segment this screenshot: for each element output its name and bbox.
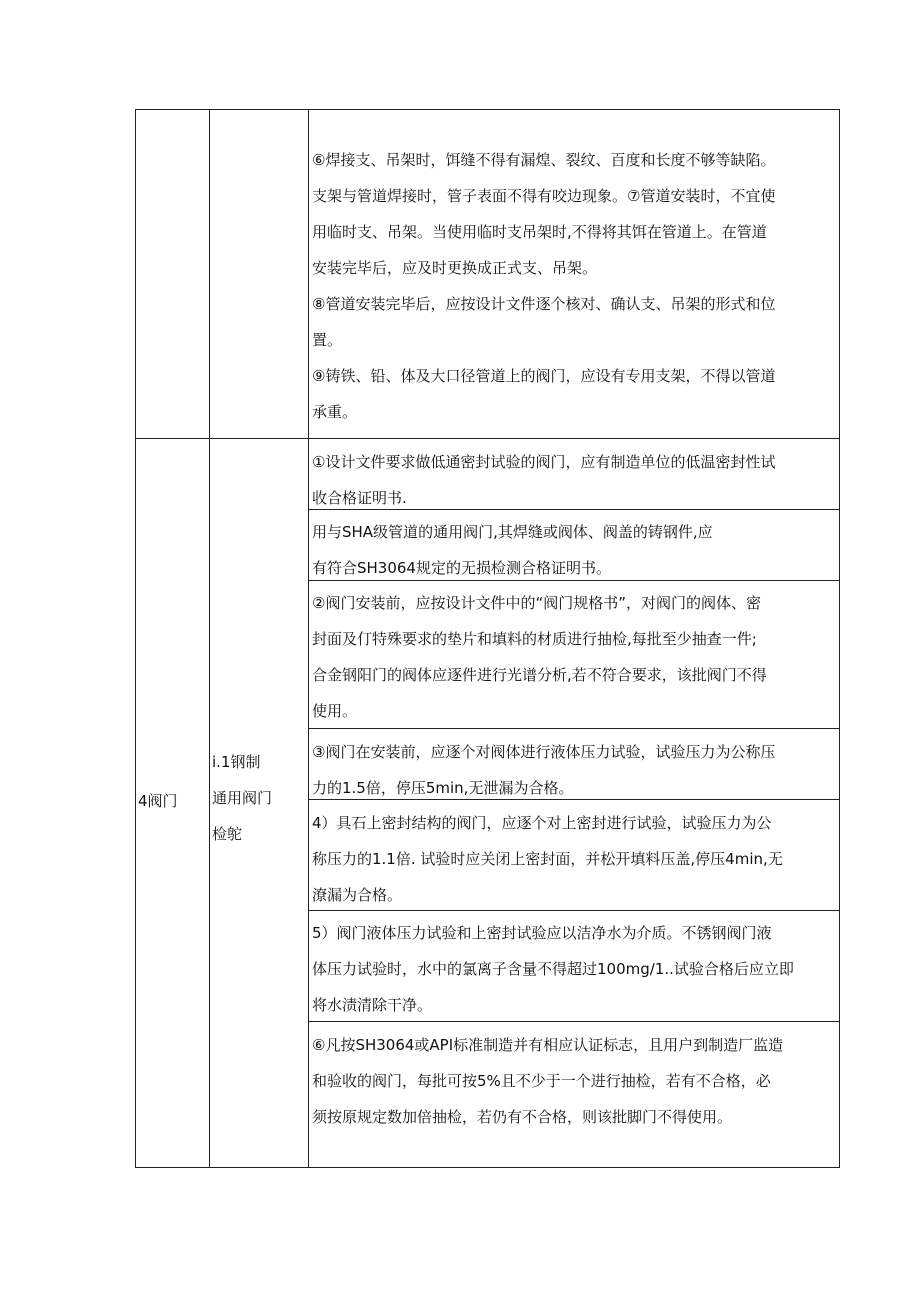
text-line: 检鸵 xyxy=(212,825,243,843)
support-requirements-cell xyxy=(312,142,835,430)
text-line: 体压力试验时，水中的氯离子含量不得超过100mg∕1..试验合格后应立即 xyxy=(312,960,794,978)
text-line: ⑨铸铁、铅、体及大口径管道上的阀门，应设有专用支架，不得以管道 xyxy=(312,367,776,385)
text-line: 封面及仃特殊要求的垫片和填料的材质进行抽检,每批至少抽查一件; xyxy=(312,630,757,648)
text-line: 潦漏为合格。 xyxy=(312,886,403,904)
text-line: ②阀门安装前，应按设计文件中的“阀门规格书”，对阀门的阀体、密 xyxy=(312,594,761,612)
text-line: 用临时支、吊架。当使用临时支吊架时,不得将其饵在管道上。在管道 xyxy=(312,223,767,241)
text-line: i.1钢制 xyxy=(212,753,261,771)
text-line: ⑥焊接支、吊架时，饵缝不得有漏煌、裂纹、百度和长度不够等缺陷。 xyxy=(312,151,776,169)
category-label: 4阀门 xyxy=(138,792,178,810)
text-line: 通用阀门 xyxy=(212,789,273,807)
text-line: ⑧管道安装完毕后，应按设计文件逐个核对、确认支、吊架的形式和位 xyxy=(312,295,776,313)
text-line: 收合格证明书. xyxy=(312,489,407,507)
text-line: 合金钢阳门的阀体应逐件进行光谱分析,若不符合要求，该批阀门不得 xyxy=(312,666,767,684)
text-line: 支架与管道焊接时，管子表面不得有咬边现象。⑦管道安装时，不宜使 xyxy=(312,187,776,205)
text-line: 用与SHA级管道的通用阀门,其焊缝或阀体、阀盖的铸钢件,应 xyxy=(312,523,713,541)
text-line: 须按原规定数加倍抽检，若仍有不合格，则该批脚门不得使用。 xyxy=(312,1108,733,1126)
text-line: 称压力的1.1倍. 试验时应关闭上密封面，并松开填料压盖,停压4min,无 xyxy=(312,850,783,868)
valve-item-1 xyxy=(312,444,835,516)
text-line: 有符合SH3064规定的无损检测合格证明书。 xyxy=(312,559,611,577)
text-line: ①设计文件要求做低通密封试验的阀门，应有制造单位的低温密封性试 xyxy=(312,453,776,471)
valve-item-4 xyxy=(312,734,835,806)
text-line: 将水渍清除干净。 xyxy=(312,996,433,1014)
valve-spec-table xyxy=(135,109,840,1168)
text-line: 使用。 xyxy=(312,702,358,720)
text-line: 安装完毕后，应及时更换成正式支、吊架。 xyxy=(312,259,598,277)
text-line: ⑥凡按SH3064或API标准制造并有相应认证标志，且用户到制造厂监造 xyxy=(312,1036,784,1054)
text-line: ③阀门在安装前，应逐个对阀体进行液体压力试验，试验压力为公称压 xyxy=(312,743,776,761)
valve-item-5 xyxy=(312,805,835,913)
text-line: 力的1.5倍，停压5min,无泄漏为合格。 xyxy=(312,779,574,797)
text-line: 和验收的阀门，每批可按5%且不少于一个进行抽检，若有不合格，必 xyxy=(312,1072,771,1090)
text-line: 置。 xyxy=(312,331,343,349)
column-divider-1 xyxy=(209,110,210,1167)
subcategory-label xyxy=(212,744,302,852)
text-line: 4）具石上密封结构的阀门，应逐个对上密封进行试验，试验压力为公 xyxy=(312,814,772,832)
valve-item-2 xyxy=(312,514,835,586)
valve-item-6 xyxy=(312,915,835,1023)
column-divider-2 xyxy=(308,110,309,1167)
row-divider-valve xyxy=(136,438,839,439)
text-line: 5）阀门液体压力试验和上密封试验应以洁净水为介质。不锈钢阀门液 xyxy=(312,924,772,942)
valve-item-7 xyxy=(312,1027,835,1135)
valve-item-3 xyxy=(312,585,835,729)
text-line: 承重。 xyxy=(312,403,358,421)
